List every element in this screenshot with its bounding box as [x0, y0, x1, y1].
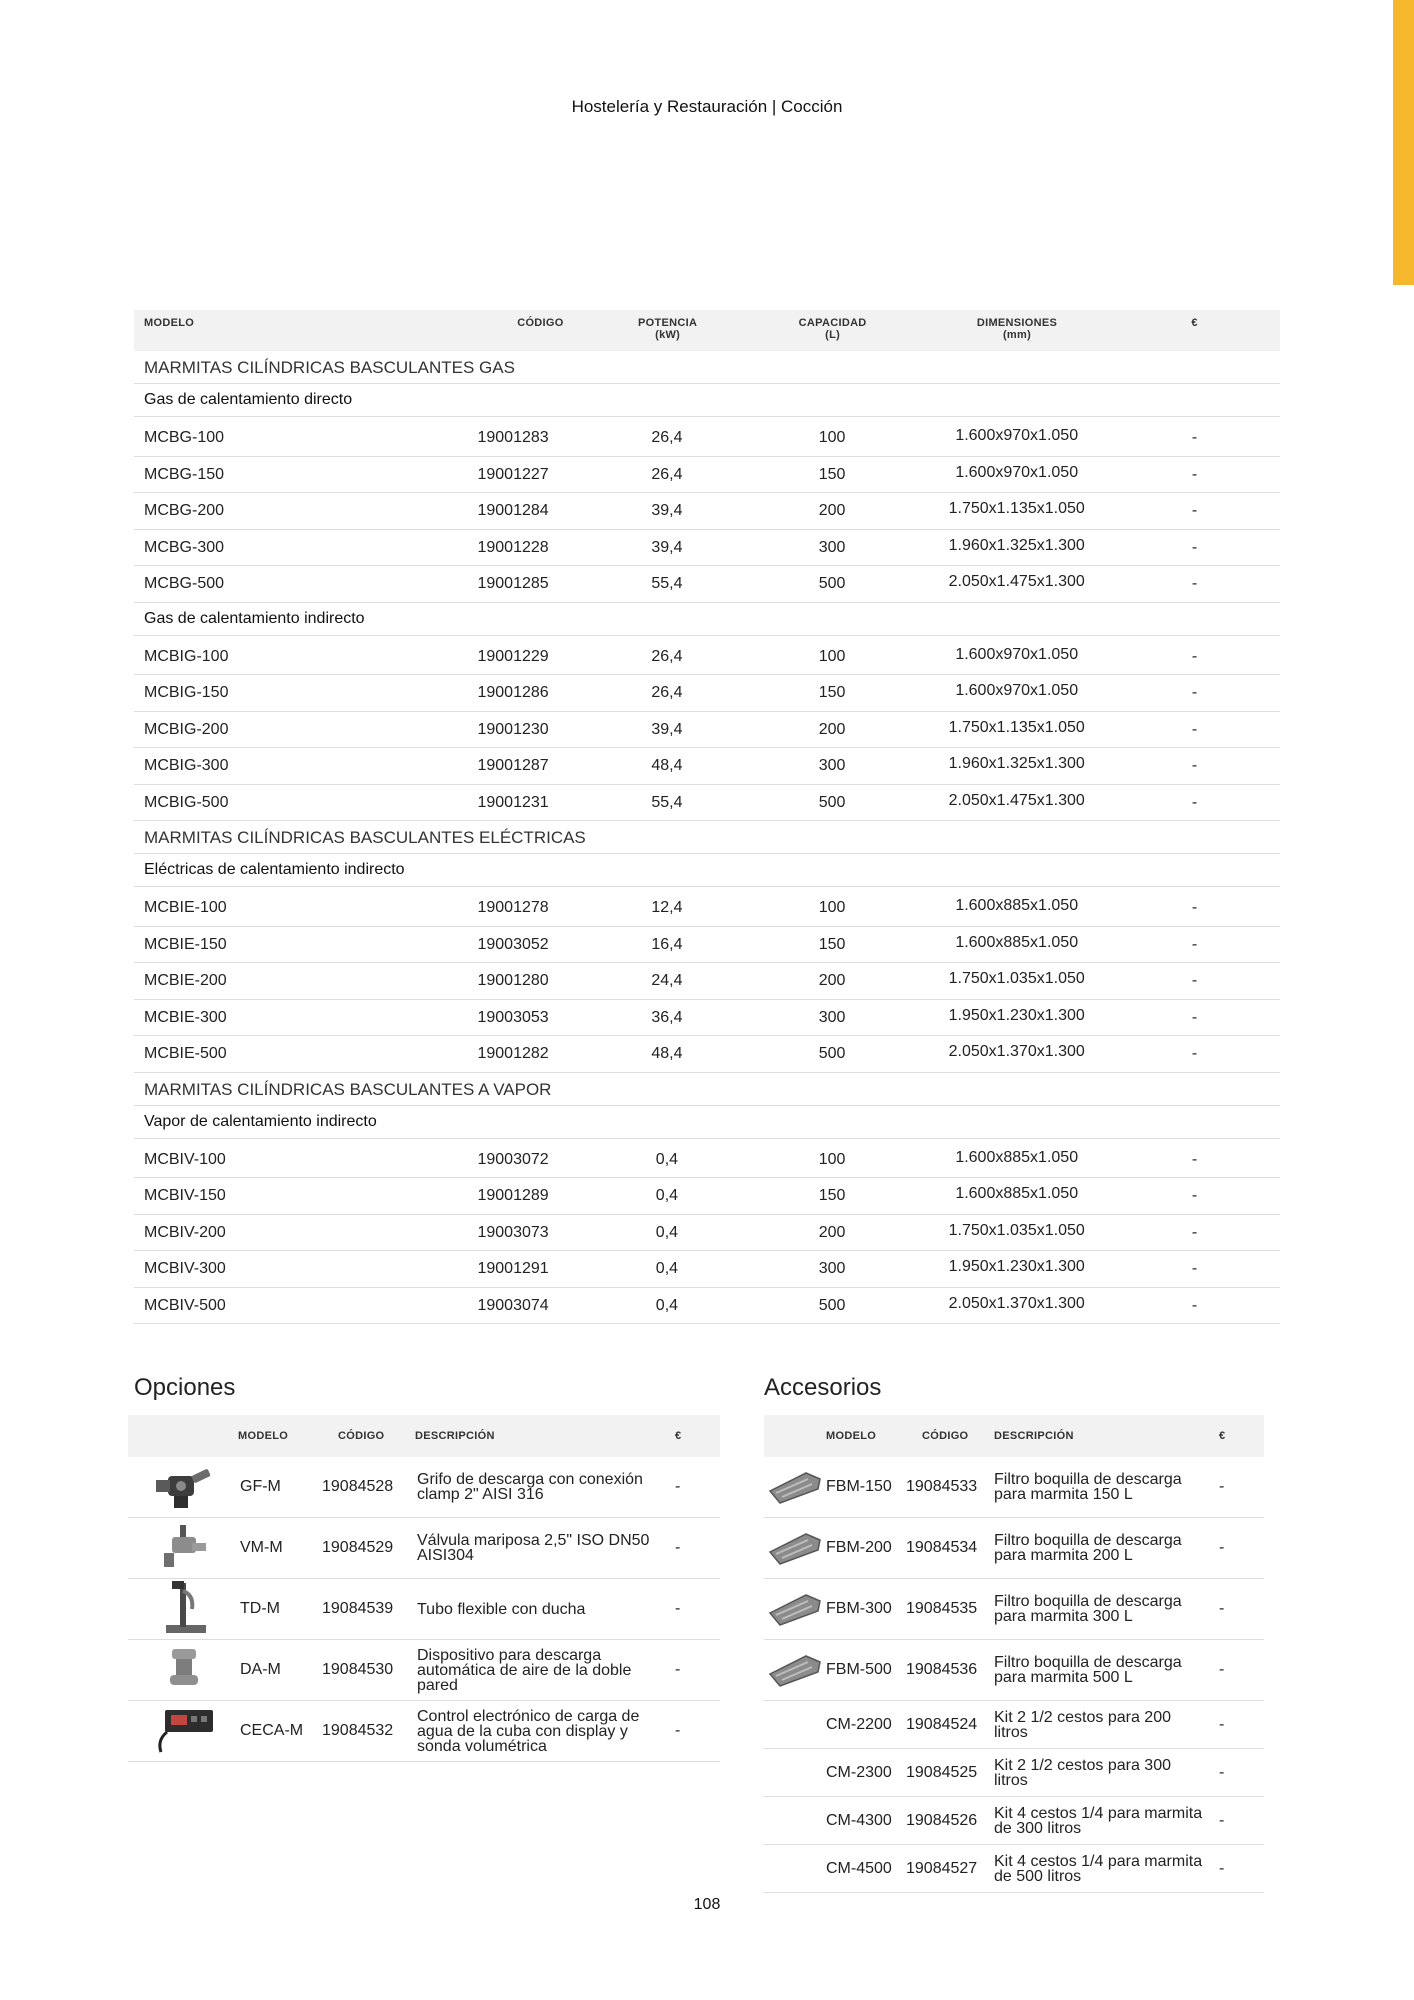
cell-precio: -	[1219, 1478, 1225, 1495]
cell-modelo: MCBG-100	[144, 429, 225, 446]
opciones-row	[128, 1579, 720, 1640]
cell-capacidad: 500	[818, 1045, 846, 1062]
cell-modelo: FBM-300	[826, 1600, 892, 1617]
accesorios-table-header	[764, 1415, 1264, 1457]
cell-descripcion: Kit 2 1/2 cestos para 200 litros	[994, 1708, 1171, 1741]
cell-descripcion: Grifo de descarga con conexión clamp 2" AISI 316	[417, 1471, 643, 1503]
accesorios-col-descripcion: DESCRIPCIÓN	[994, 1430, 1074, 1442]
cell-codigo: 19001286	[477, 684, 549, 701]
cell-potencia: 12,4	[651, 899, 683, 916]
cell-potencia: 55,4	[651, 575, 683, 592]
cell-potencia: 48,4	[651, 1045, 683, 1062]
cell-modelo: CM-2200	[826, 1715, 892, 1733]
cell-codigo: 19084536	[906, 1661, 978, 1678]
opciones-row	[128, 1640, 720, 1701]
cell-potencia: 39,4	[651, 502, 683, 519]
cell-modelo: MCBG-500	[144, 575, 225, 592]
cell-precio: -	[1191, 1150, 1198, 1168]
cell-precio: -	[1191, 465, 1198, 483]
cell-codigo: 19001230	[477, 720, 549, 738]
cell-codigo: 19003073	[477, 1223, 549, 1241]
cell-codigo: 19001284	[477, 502, 549, 519]
cell-modelo: CM-4500	[826, 1859, 892, 1877]
cell-potencia: 0,4	[655, 1223, 679, 1241]
cell-potencia: 48,4	[651, 757, 683, 774]
table-row	[134, 748, 1280, 785]
table-row	[134, 457, 1280, 494]
cell-precio: -	[1219, 1661, 1225, 1678]
table-row	[134, 530, 1280, 567]
cell-codigo: 19001285	[477, 575, 549, 592]
cell-codigo: 19003053	[477, 1008, 549, 1026]
cell-precio: -	[1191, 647, 1198, 665]
cell-potencia: 16,4	[651, 935, 683, 953]
cell-codigo: 19003052	[477, 935, 549, 953]
cell-dimensiones: 2.050x1.370x1.300	[948, 1043, 1085, 1060]
cell-precio: -	[1191, 1187, 1198, 1204]
cell-precio: -	[1191, 1008, 1198, 1026]
cell-precio: -	[1191, 575, 1198, 592]
cell-modelo: FBM-500	[826, 1661, 892, 1678]
cell-capacidad: 300	[818, 757, 846, 774]
cell-modelo: CECA-M	[240, 1722, 304, 1739]
cell-precio: -	[1191, 1260, 1198, 1277]
controller-icon	[128, 1701, 240, 1761]
opciones-col-codigo: CÓDIGO	[338, 1430, 385, 1442]
cell-codigo: 19001229	[477, 647, 549, 665]
cell-modelo: MCBIV-200	[144, 1223, 226, 1241]
cell-capacidad: 200	[818, 502, 846, 519]
main-table-body	[134, 351, 1280, 1324]
accesorios-empty-thumb	[764, 1797, 826, 1844]
cell-codigo: 19084539	[322, 1600, 394, 1617]
cell-capacidad: 300	[818, 1008, 846, 1026]
table-row	[134, 963, 1280, 1000]
cell-descripcion: Filtro boquilla de descarga para marmita 200 L	[994, 1532, 1182, 1564]
cell-potencia: 0,4	[655, 1150, 679, 1168]
cell-codigo: 19001227	[477, 465, 549, 483]
accesorios-row	[764, 1749, 1264, 1797]
cell-modelo: MCBG-200	[144, 502, 225, 519]
cell-precio: -	[1219, 1600, 1225, 1617]
cell-codigo: 19084526	[906, 1811, 978, 1829]
filter-spout-icon	[764, 1457, 826, 1517]
filter-spout-icon	[764, 1518, 826, 1578]
accesorios-col-precio: €	[1219, 1430, 1226, 1442]
cell-modelo: MCBIV-100	[144, 1150, 226, 1168]
opciones-row	[128, 1457, 720, 1518]
opciones-table-header	[128, 1415, 720, 1457]
cell-modelo: MCBIG-100	[144, 647, 229, 665]
cell-precio: -	[675, 1539, 681, 1556]
cell-modelo: CM-4300	[826, 1811, 892, 1829]
cell-capacidad: 500	[818, 1296, 846, 1314]
cell-codigo: 19084524	[906, 1715, 978, 1733]
table-row	[134, 1142, 1280, 1179]
col-modelo: MODELO	[144, 317, 195, 329]
accesorios-row	[764, 1640, 1264, 1701]
table-row	[134, 675, 1280, 712]
cell-modelo: MCBIE-100	[144, 899, 227, 916]
cell-capacidad: 150	[818, 465, 846, 483]
cell-modelo: VM-M	[240, 1539, 283, 1556]
cell-modelo: MCBIG-150	[144, 684, 229, 701]
cell-codigo: 19084528	[322, 1478, 394, 1495]
cell-descripcion: Kit 4 cestos 1/4 para marmita de 500 litros	[994, 1852, 1203, 1885]
accesorios-empty-thumb	[764, 1845, 826, 1892]
cell-dimensiones: 2.050x1.475x1.300	[948, 791, 1085, 809]
cell-codigo: 19001228	[477, 538, 549, 556]
cell-precio: -	[1191, 935, 1198, 953]
col-potencia: POTENCIA (kW)	[638, 317, 698, 341]
cell-codigo: 19084532	[322, 1722, 394, 1739]
cell-codigo: 19001291	[477, 1260, 549, 1277]
cell-potencia: 26,4	[651, 647, 683, 665]
accesorios-row	[764, 1579, 1264, 1640]
cell-modelo: GF-M	[240, 1478, 281, 1495]
cell-codigo: 19001282	[477, 1045, 549, 1062]
valve-icon	[128, 1457, 240, 1517]
accesorios-row	[764, 1845, 1264, 1893]
cell-dimensiones: 1.750x1.035x1.050	[948, 970, 1085, 987]
opciones-title: Opciones	[134, 1374, 236, 1401]
cell-capacidad: 200	[818, 972, 846, 989]
cell-precio: -	[1191, 1045, 1198, 1062]
cell-modelo: MCBIG-500	[144, 793, 229, 811]
cell-capacidad: 200	[818, 720, 846, 738]
cell-dimensiones: 1.960x1.325x1.300	[948, 536, 1085, 554]
cell-capacidad: 150	[818, 684, 846, 701]
page-number: 108	[693, 1896, 721, 1913]
main-table	[134, 310, 1280, 1324]
cell-codigo: 19003072	[477, 1150, 549, 1168]
cell-dimensiones: 2.050x1.475x1.300	[948, 573, 1085, 590]
opciones-table-body	[128, 1457, 720, 1762]
cell-modelo: FBM-150	[826, 1478, 892, 1495]
cell-codigo: 19001287	[477, 757, 549, 774]
cell-potencia: 55,4	[651, 793, 683, 811]
cell-codigo: 19084534	[906, 1539, 978, 1556]
cell-precio: -	[1191, 899, 1198, 916]
cell-dimensiones: 1.750x1.135x1.050	[948, 718, 1085, 736]
table-row	[134, 1178, 1280, 1215]
cell-modelo: MCBG-300	[144, 538, 225, 556]
table-row	[134, 1251, 1280, 1288]
accesorios-empty-thumb	[764, 1701, 826, 1748]
cell-potencia: 0,4	[655, 1260, 679, 1277]
cell-capacidad: 100	[818, 429, 846, 446]
cell-codigo: 19084533	[906, 1478, 978, 1495]
cell-potencia: 0,4	[655, 1296, 679, 1314]
cell-precio: -	[1191, 684, 1198, 701]
col-precio: €	[1191, 317, 1198, 329]
table-row	[134, 1215, 1280, 1252]
table-row	[134, 639, 1280, 676]
cell-precio: -	[1191, 720, 1198, 738]
table-row	[134, 712, 1280, 749]
cell-precio: -	[1191, 429, 1198, 446]
cell-codigo: 19003074	[477, 1296, 549, 1314]
cell-potencia: 0,4	[655, 1187, 679, 1204]
cell-potencia: 39,4	[651, 720, 683, 738]
cell-precio: -	[675, 1661, 681, 1678]
cell-codigo: 19001278	[477, 899, 549, 916]
cell-precio: -	[1219, 1859, 1225, 1877]
opciones-table	[128, 1415, 720, 1762]
table-row	[134, 1036, 1280, 1073]
cell-codigo: 19084530	[322, 1661, 394, 1678]
subsection-heading: Gas de calentamiento directo	[134, 384, 1280, 417]
opciones-col-descripcion: DESCRIPCIÓN	[415, 1430, 495, 1442]
opciones-col-precio: €	[675, 1430, 682, 1442]
cell-capacidad: 300	[818, 1260, 846, 1277]
cell-codigo: 19001280	[477, 972, 549, 989]
col-dimensiones: DIMENSIONES (mm)	[976, 317, 1058, 341]
cell-dimensiones: 1.950x1.230x1.300	[948, 1258, 1085, 1275]
cell-modelo: MCBIG-200	[144, 720, 229, 738]
cell-capacidad: 300	[818, 538, 846, 556]
page-header: Hostelería y Restauración | Cocción	[571, 97, 843, 116]
cell-descripcion: Kit 2 1/2 cestos para 300 litros	[994, 1756, 1171, 1789]
filter-spout-icon	[764, 1579, 826, 1639]
cell-modelo: MCBIE-150	[144, 935, 227, 953]
cell-codigo: 19084535	[906, 1600, 978, 1617]
cell-precio: -	[1219, 1763, 1225, 1781]
accesorios-col-codigo: CÓDIGO	[922, 1430, 969, 1442]
table-row	[134, 927, 1280, 964]
table-row	[134, 420, 1280, 457]
cell-modelo: MCBG-150	[144, 465, 225, 483]
subsection-heading: Gas de calentamiento indirecto	[134, 603, 1280, 636]
accesorios-table-body	[764, 1457, 1264, 1893]
cell-modelo: MCBIE-500	[144, 1045, 227, 1062]
cell-capacidad: 100	[818, 647, 846, 665]
cell-capacidad: 150	[818, 935, 846, 953]
col-codigo: CÓDIGO	[517, 317, 564, 329]
accesorios-table	[764, 1415, 1264, 1893]
cell-dimensiones: 1.960x1.325x1.300	[948, 755, 1085, 772]
cell-precio: -	[1219, 1811, 1225, 1829]
accesorios-empty-thumb	[764, 1749, 826, 1796]
cell-precio: -	[1219, 1715, 1225, 1733]
cell-modelo: MCBIG-300	[144, 757, 229, 774]
cell-capacidad: 500	[818, 575, 846, 592]
cell-modelo: MCBIV-300	[144, 1260, 226, 1277]
table-row	[134, 566, 1280, 603]
cell-modelo: MCBIV-500	[144, 1296, 226, 1314]
cell-modelo: MCBIV-150	[144, 1187, 226, 1204]
cell-precio: -	[1191, 757, 1198, 774]
cell-descripcion: Control electrónico de carga de agua de la cuba con display y sonda volumétrica	[417, 1707, 640, 1755]
cell-capacidad: 100	[818, 899, 846, 916]
table-row	[134, 890, 1280, 927]
cell-dimensiones: 1.600x885x1.050	[955, 1185, 1079, 1202]
cell-dimensiones: 1.600x885x1.050	[955, 933, 1079, 951]
cell-dimensiones: 1.600x970x1.050	[955, 682, 1079, 699]
air-valve-icon	[128, 1640, 240, 1700]
cell-descripcion: Tubo flexible con ducha	[417, 1600, 586, 1618]
accesorios-row	[764, 1457, 1264, 1518]
opciones-row	[128, 1701, 720, 1762]
cell-dimensiones: 1.600x885x1.050	[955, 897, 1079, 914]
table-row	[134, 785, 1280, 822]
cell-codigo: 19001283	[477, 429, 549, 446]
cell-descripcion: Válvula mariposa 2,5" ISO DN50 AISI304	[417, 1532, 650, 1564]
cell-codigo: 19084525	[906, 1763, 978, 1781]
cell-modelo: FBM-200	[826, 1539, 892, 1556]
opciones-row	[128, 1518, 720, 1579]
category-heading: MARMITAS CILÍNDRICAS BASCULANTES GAS	[134, 351, 1280, 384]
category-heading: MARMITAS CILÍNDRICAS BASCULANTES ELÉCTRICAS	[134, 821, 1280, 854]
cell-codigo: 19001231	[477, 793, 549, 811]
shower-icon	[128, 1579, 240, 1639]
accesorios-col-modelo: MODELO	[826, 1430, 877, 1442]
table-row	[134, 1000, 1280, 1037]
filter-spout-icon	[764, 1640, 826, 1700]
cell-potencia: 26,4	[651, 465, 683, 483]
tap-icon	[128, 1518, 240, 1578]
cell-dimensiones: 1.600x970x1.050	[955, 463, 1079, 481]
opciones-col-modelo: MODELO	[238, 1430, 289, 1442]
cell-modelo: MCBIE-300	[144, 1008, 227, 1026]
cell-potencia: 24,4	[651, 972, 683, 989]
cell-capacidad: 500	[818, 793, 846, 811]
cell-precio: -	[1191, 1223, 1198, 1241]
accesorios-row	[764, 1701, 1264, 1749]
cell-codigo: 19001289	[477, 1187, 549, 1204]
cell-dimensiones: 1.600x885x1.050	[955, 1148, 1079, 1166]
cell-descripcion: Dispositivo para descarga automática de aire de la doble pared	[417, 1646, 632, 1694]
accesorios-row	[764, 1797, 1264, 1845]
subsection-heading: Vapor de calentamiento indirecto	[134, 1106, 1280, 1139]
cell-modelo: CM-2300	[826, 1763, 892, 1781]
cell-descripcion: Kit 4 cestos 1/4 para marmita de 300 litros	[994, 1804, 1203, 1837]
cell-precio: -	[1191, 793, 1198, 811]
cell-descripcion: Filtro boquilla de descarga para marmita 300 L	[994, 1593, 1182, 1625]
cell-modelo: DA-M	[240, 1661, 281, 1678]
main-table-header	[134, 310, 1280, 351]
cell-potencia: 26,4	[651, 429, 683, 446]
cell-precio: -	[1191, 1296, 1198, 1314]
cell-dimensiones: 1.750x1.035x1.050	[948, 1221, 1085, 1239]
cell-precio: -	[675, 1600, 681, 1617]
cell-capacidad: 150	[818, 1187, 846, 1204]
cell-dimensiones: 1.600x970x1.050	[955, 427, 1079, 444]
cell-capacidad: 200	[818, 1223, 846, 1241]
cell-dimensiones: 1.950x1.230x1.300	[948, 1006, 1085, 1024]
cell-capacidad: 100	[818, 1150, 846, 1168]
cell-codigo: 19084527	[906, 1859, 978, 1877]
cell-potencia: 26,4	[651, 684, 683, 701]
cell-dimensiones: 1.750x1.135x1.050	[948, 500, 1085, 517]
cell-modelo: MCBIE-200	[144, 972, 227, 989]
table-row	[134, 1288, 1280, 1325]
category-heading: MARMITAS CILÍNDRICAS BASCULANTES A VAPOR	[134, 1073, 1280, 1106]
cell-modelo: TD-M	[240, 1600, 280, 1617]
cell-descripcion: Filtro boquilla de descarga para marmita 500 L	[994, 1654, 1182, 1686]
cell-dimensiones: 1.600x970x1.050	[955, 645, 1079, 663]
cell-descripcion: Filtro boquilla de descarga para marmita 150 L	[994, 1471, 1182, 1503]
col-capacidad: CAPACIDAD (L)	[798, 317, 867, 341]
accesorios-title: Accesorios	[764, 1374, 882, 1401]
cell-precio: -	[1191, 972, 1198, 989]
cell-precio: -	[1219, 1539, 1225, 1556]
cell-potencia: 39,4	[651, 538, 683, 556]
cell-precio: -	[1191, 538, 1198, 556]
cell-precio: -	[1191, 502, 1198, 519]
table-row	[134, 493, 1280, 530]
cell-potencia: 36,4	[651, 1008, 683, 1026]
accesorios-row	[764, 1518, 1264, 1579]
subsection-heading: Eléctricas de calentamiento indirecto	[134, 854, 1280, 887]
cell-codigo: 19084529	[322, 1539, 394, 1556]
cell-dimensiones: 2.050x1.370x1.300	[948, 1294, 1085, 1312]
cell-precio: -	[675, 1722, 681, 1739]
accent-bar	[1393, 0, 1414, 285]
cell-precio: -	[675, 1478, 681, 1495]
